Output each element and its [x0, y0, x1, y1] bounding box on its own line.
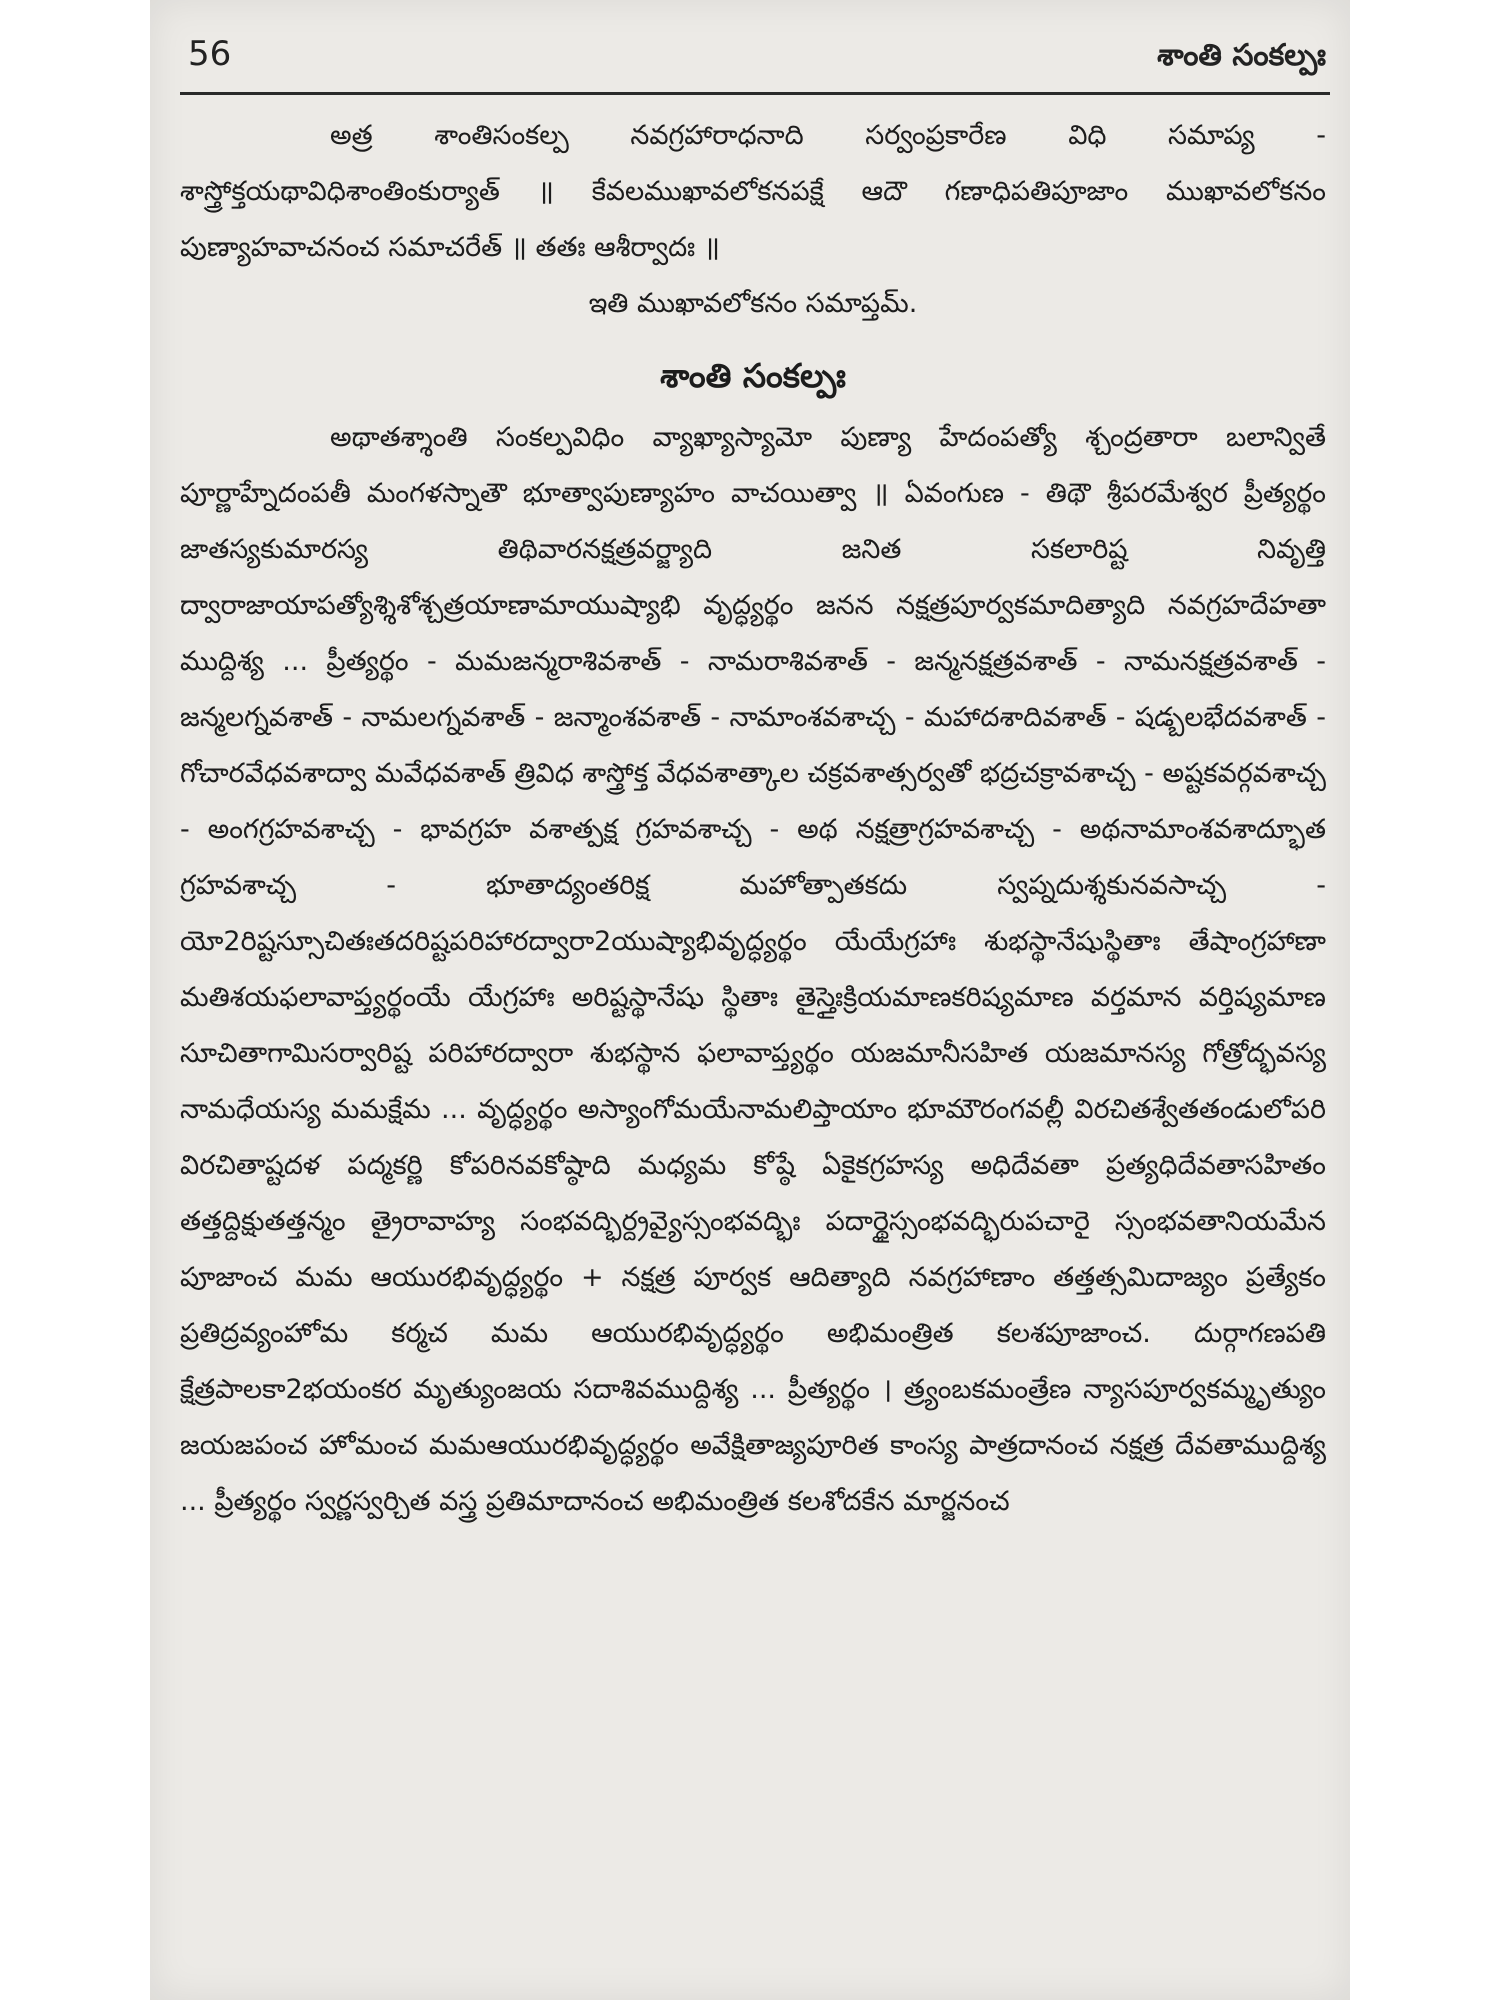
page-body [180, 108, 1326, 1530]
header-rule [180, 92, 1330, 95]
book-page [150, 0, 1350, 2000]
page-number: 56 [188, 34, 232, 74]
colophon-line: ఇతి ముఖావలోకనం సమాప్తమ్. [588, 288, 918, 319]
section-title: శాంతి సంకల్పః [660, 356, 846, 395]
section-paragraph: అథాతశ్శాంతి సంకల్పవిధిం వ్యాఖ్యాస్యామో పుణ్యా హేదంపత్యో శ్చంద్రతారా బలాన్వితే పూర్ణాహ్నేదంపతీ మంగళస్నాతౌ భూత్వాపుణ్యాహం వాచయిత్వా ॥ ఏవంగుణ - తిథౌ శ్రీపరమేశ్వర ప్రీత్యర్థం జాతస్యకుమారస్య తిథివారనక్షత్రవర్జ్యాది జనిత సకలారిష్ట నివృత్తి ద్వారాజాయాపత్యోశ్శిశోశ్చత్రయాణామాయుష్యాభి వృద్ధ్యర్థం జనన నక్షత్రపూర్వకమాదిత్యాది నవగ్రహదేహతా ముద్దిశ్య ... ప్రీత్యర్థం - మమజన్మరాశివశాత్ - నామరాశివశాత్ - జన్మనక్షత్రవశాత్ - నామనక్షత్రవశాత్ - జన్మలగ్నవశాత్ - నామలగ్నవశాత్ - జన్మాంశవశాత్ - నామాంశవశాచ్చ - మహాదశాదివశాత్ - షడ్బలభేదవశాత్ - గోచారవేధవశాద్వా మవేధవశాత్ త్రివిధ శాస్త్రోక్త వేధవశాత్కాల చక్రవశాత్సర్వతో భద్రచక్రావశాచ్చ - అష్టకవర్గవశాచ్చ - అంగగ్రహవశాచ్చ - భావగ్రహ వశాత్పక్ష గ్రహవశాచ్చ - అథ నక్షత్రాగ్రహవశాచ్చ - అథనామాంశవశాద్భూత గ్రహవశాచ్చ - భూతాద్యంతరిక్ష మహోత్పాతకదు స్వప్నదుశ్శకునవసాచ్చ - యో2రిష్టస్సూచితఃతదరిష్టపరిహారద్వారా2యుష్యాభివృద్ధ్యర్థం యేయేగ్రహాః శుభస్థానేషుస్థితాః తేషాంగ్రహాణా మతిశయఫలావాప్త్యర్థంయే యేగ్రహాః అరిష్టస్థానేషు స్థితాః తైస్తైఃక్రియమాణకరిష్యమాణ వర్తమాన వర్తిష్యమాణ సూచితాగామిసర్వారిష్ట పరిహారద్వారా శుభస్థాన ఫలావాప్త్యర్థం యజమానీసహిత యజమానస్య గోత్రోద్భవస్య నామధేయస్య మమక్షేమ ... వృద్ధ్యర్థం అస్యాంగోమయేనామలిప్తాయాం భూమౌరంగవల్లీ విరచితశ్వేతతండులోపరి విరచితాష్టదళ పద్మకర్ణి కోపరినవకోష్ఠాది మధ్యమ కోష్ఠే ఏకైకగ్రహస్య అధిదేవతా ప్రత్యధిదేవతాసహితం తత్తద్దిక్షుతత్తన్మం త్రైరావాహ్య సంభవద్భిర్ద్రవ్యైస్సంభవద్భిః పదార్థైస్సంభవద్భిరుపచారై స్సంభవతానియమేన పూజాంచ మమ ఆయురభివృద్ధ్యర్థం + నక్షత్ర పూర్వక ఆదిత్యాది నవగ్రహాణాం తత్తత్సమిదాజ్యం ప్రత్యేకం ప్రతిద్రవ్యంహోమ కర్మచ మమ ఆయురభివృద్ధ్యర్థం అభిమంత్రిత కలశపూజాంచ. దుర్గాగణపతి క్షేత్రపాలకా2భయంకర మృత్యుంజయ సదాశివముద్దిశ్య ... ప్రీత్యర్థం । త్ర్యంబకమంత్రేణ న్యాసపూర్వకమ్మృత్యుం జయజపంచ హోమంచ మమఆయురభివృద్ధ్యర్థం అవేక్షితాజ్యపూరిత కాంస్య పాత్రదానంచ నక్షత్ర దేవతాముద్దిశ్య ... ప్రీత్యర్థం స్వర్ణస్వర్చిత వస్త్ర ప్రతిమాదానంచ అభిమంత్రిత కలశోదకేన మార్జనంచ [180, 422, 1326, 1517]
page-header [180, 30, 1326, 90]
intro-paragraph: అత్ర శాంతిసంకల్ప నవగ్రహారాధనాది సర్వంప్రకారేణ విధి సమాప్య - శాస్త్రోక్తయథావిధిశాంతింకుర్యాత్ ॥ కేవలముఖావలోకనపక్షే ఆదౌ గణాధిపతిపూజాం ముఖావలోకనం పుణ్యాహవాచనంచ సమాచరేత్ ॥ తతః ఆశీర్వాదః ॥ [180, 120, 1326, 263]
running-head: శాంతి సంకల్పః [1157, 38, 1326, 73]
